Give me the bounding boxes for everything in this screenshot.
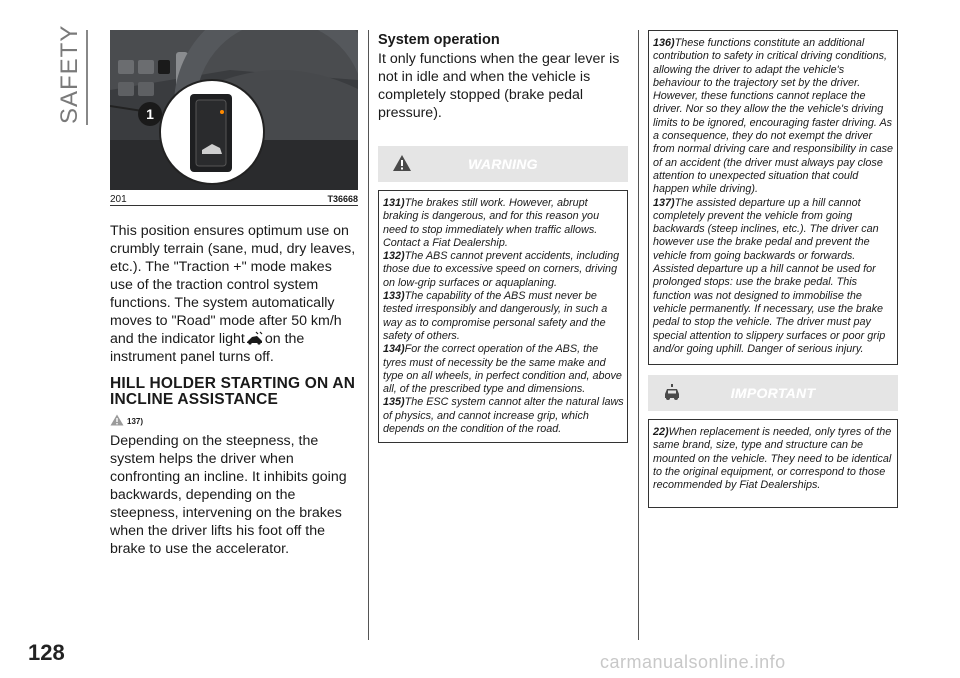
- note-131-text: The brakes still work. However, abrupt braking is dangerous, and for this reason you need to stop immediately when traffic allows. Contact a Fiat Dealership.: [383, 197, 600, 249]
- note-136-text: These functions constitute an additional contribution to safety in critical driving conditions, allowing the driver to adapt the vehicle's behaviour to the trajectory set by the driver. However, these functions cannot replace the driver. Nor so they allow the the vehicle's driving limits to be ignored, encouraging faster driving. As a consequence, they do not exempt the driver from normal driving care and responsibility in case of an accident (the driver must always pay close attention to unexpected situation that could happen while driving).: [653, 37, 894, 196]
- system-operation-heading: System operation: [378, 32, 500, 48]
- note-133-number: 133): [383, 290, 405, 303]
- note-137-text: The assisted departure up a hill cannot completely prevent the vehicle from going backwards (steep inclines, etc.). The driver can however use the brake pedal and prevent the vehicle from going backwards or forwards. Assisted departure up a hill cannot be used for prolonged stops: use the brake pedal. This function was not designed to immobilise the vehicle permanently. If necessary, use the brake pedal to stop the vehicle. The driver must pay special attention to slippery surfaces or poor grip and/or going uphill. Danger of serious injury.: [653, 196, 886, 355]
- note-136-number: 136): [653, 37, 675, 49]
- note-132-text: The ABS cannot prevent accidents, including those due to excessive speed on corners, driving on low-grip surfaces or aquaplaning.: [383, 250, 620, 289]
- hill-holder-ref: [110, 414, 358, 426]
- important-banner: [648, 375, 898, 411]
- column-3: [648, 30, 898, 508]
- traction-paragraph-end: on the instrument panel turns off.: [110, 331, 305, 365]
- warning-notes: [378, 190, 628, 443]
- note-137-number: 137): [653, 196, 675, 209]
- hill-holder-ref-number: 137): [127, 417, 144, 426]
- note-132-number: 132): [383, 250, 405, 263]
- warning-notes-continued: [648, 30, 898, 365]
- hill-holder-heading: HILL HOLDER STARTING ON AN INCLINE ASSISTANCE: [110, 375, 356, 408]
- warning-triangle-icon: [110, 414, 124, 426]
- note-135-text: The ESC system cannot alter the natural laws of physics, and cannot increase grip, which depends on the condition of the road.: [383, 396, 624, 436]
- note-22: [653, 426, 894, 492]
- traction-paragraph-start: This position ensures optimum use on crumbly terrain (sane, mud, dry leaves, etc.). The "Traction +" mode makes use of the traction control system functions. The system automatically moves to "Road" mode after 50 km/h and the indicator light: [110, 223, 356, 347]
- section-label: SAFETY: [56, 24, 83, 124]
- section-rule: [86, 30, 88, 125]
- important-title: IMPORTANT: [730, 385, 816, 402]
- warning-icon: [392, 154, 412, 172]
- figure-callout: 1: [146, 106, 154, 122]
- note-137: [653, 197, 894, 357]
- note-135-number: 135): [383, 396, 405, 409]
- note-134: [383, 343, 624, 396]
- note-132: [383, 250, 624, 290]
- figure-number: 201: [110, 194, 127, 205]
- dashboard-photo: [110, 30, 358, 190]
- note-133-text: The capability of the ABS must never be tested irresponsibly and dangerously, in such a way as to compromise personal safety and the safety of others.: [383, 290, 608, 342]
- column-divider-2: [638, 30, 639, 640]
- note-134-number: 134): [383, 343, 405, 356]
- hill-holder-paragraph: Depending on the steepness, the system helps the driver when confronting an incline. It inhibits going backwards, depending on the steepness, intervening on the brakes when the driver lifts his foot off the brake to use the accelerator.: [110, 433, 347, 557]
- warning-title: WARNING: [468, 156, 538, 172]
- column-1: [110, 30, 358, 558]
- note-135: [383, 396, 624, 436]
- column-2: [378, 30, 628, 443]
- dashboard-figure: [110, 30, 358, 190]
- note-22-number: 22): [653, 426, 669, 439]
- column-divider-1: [368, 30, 369, 640]
- note-136: [653, 37, 894, 197]
- traction-indicator-icon: [246, 331, 264, 345]
- note-22-text: When replacement is needed, only tyres of the same brand, size, type and structure can be mounted on the vehicle. They need to be identical to the original equipment, or correspond to those recommended by Fiat Dealerships.: [653, 426, 892, 492]
- traction-paragraph: [110, 222, 358, 366]
- system-operation-paragraph: It only functions when the gear lever is not in idle and when the vehicle is completely stopped (brake pedal pressure).: [378, 51, 620, 121]
- note-131-number: 131): [383, 197, 405, 209]
- figure-code: T36668: [327, 194, 358, 204]
- page-number: 128: [28, 640, 65, 665]
- note-131: [383, 197, 624, 250]
- note-133: [383, 290, 624, 343]
- warning-banner: [378, 146, 628, 182]
- note-134-text: For the correct operation of the ABS, the tyres must of necessity be the same make and type on all wheels, in perfect condition and, above all, of the prescribed type and dimensions.: [383, 343, 622, 396]
- car-wrench-icon: [662, 383, 682, 401]
- important-notes: [648, 419, 898, 507]
- figure-caption: [110, 190, 358, 206]
- footer-watermark: carmanualsonline.info: [600, 652, 786, 672]
